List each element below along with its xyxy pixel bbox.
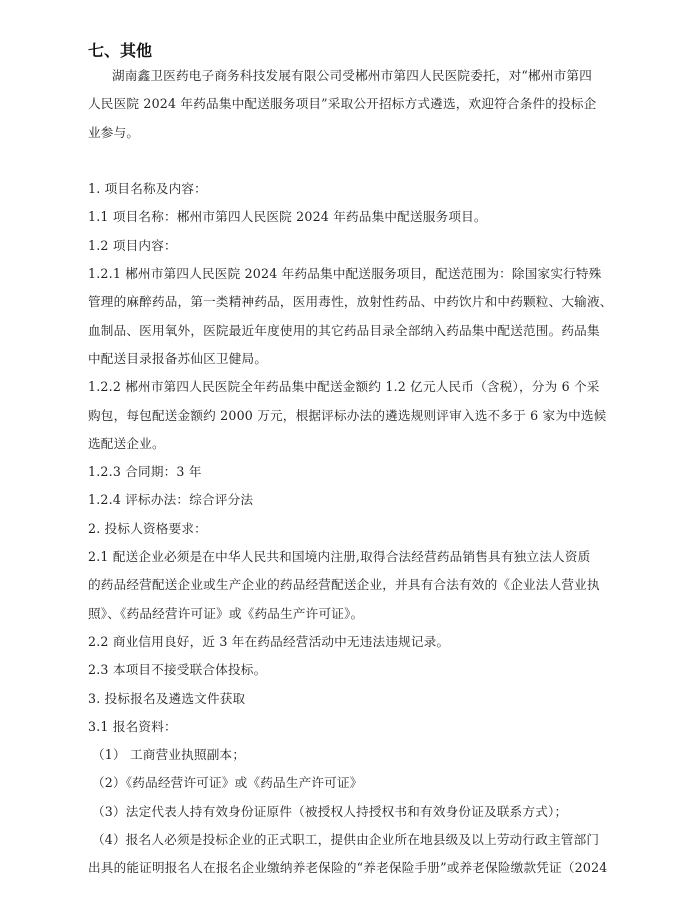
text-line: 血制品、医用氧外，医院最近年度使用的其它药品目录全部纳入药品集中配送范围。药品集 <box>88 322 600 338</box>
text-line: 购包，每包配送金额约 2000 万元，根据评标办法的遴选规则评审入选不多于 6 家为中选候 <box>88 407 607 423</box>
text-line: 1.2.4 评标办法：综合评分法 <box>88 492 254 508</box>
text-line: 1.2.2 郴州市第四人民医院全年药品集中配送金额约 1.2 亿元人民币（含税），分为 6 个采 <box>88 379 600 395</box>
blank-line <box>88 147 648 175</box>
text-line: 3.1 报名资料： <box>88 718 177 734</box>
text-line: 选配送企业。 <box>88 435 165 451</box>
intro-line: 业参与。 <box>88 124 140 140</box>
section-heading: 七、其他 <box>88 41 153 60</box>
section-title: 1. 项目名称及内容： <box>88 181 207 197</box>
text-line: 1.2.3 合同期：3 年 <box>88 464 202 480</box>
list-item: （1） 工商营业执照副本； <box>92 747 246 763</box>
intro-line: 湖南鑫卫医药电子商务科技发展有限公司受郴州市第四人民医院委托，对“郴州市第四 <box>112 68 593 83</box>
list-item: （2）《药品经营许可证》或《药品生产许可证》 <box>92 775 363 791</box>
text-line: 2.2 商业信用良好，近 3 年在药品经营活动中无违法违规记录。 <box>88 633 450 649</box>
text-line: 2.3 本项目不接受联合体投标。 <box>88 662 267 678</box>
document-body <box>88 62 648 883</box>
intro-line: 人民医院 2024 年药品集中配送服务项目”采取公开招标方式遴选，欢迎符合条件的投标企 <box>88 96 597 112</box>
text-line: 出具的能证明报名人在报名企业缴纳养老保险的“养老保险手册”或养老保险缴款凭证（2024 <box>88 860 608 876</box>
section-title: 3. 投标报名及遴选文件获取 <box>88 690 246 706</box>
list-item: （3）法定代表人持有效身份证原件（被授权人持授权书和有效身份证及联系方式）； <box>92 803 568 819</box>
list-item: （4）报名人必须是投标企业的正式职工，提供由企业所在地县级及以上劳动行政主管部门 <box>92 832 600 848</box>
text-line: 1.2 项目内容： <box>88 237 177 253</box>
text-line: 1.1 项目名称：郴州市第四人民医院 2024 年药品集中配送服务项目。 <box>88 209 487 225</box>
text-line: 照》、《药品经营许可证》或《药品生产许可证》。 <box>88 605 364 621</box>
section-title: 2. 投标人资格要求： <box>88 520 207 536</box>
text-line: 管理的麻醉药品，第一类精神药品，医用毒性，放射性药品、中药饮片和中药颗粒、大输液、 <box>88 294 613 310</box>
text-line: 2.1 配送企业必须是在中华人民共和国境内注册,取得合法经营药品销售具有独立法人资质 <box>88 549 591 565</box>
text-line: 1.2.1 郴州市第四人民医院 2024 年药品集中配送服务项目，配送范围为：除国家实行特殊 <box>88 266 602 282</box>
text-line: 中配送目录报备苏仙区卫健局。 <box>88 350 268 366</box>
text-line: 的药品经营配送企业或生产企业的药品经营配送企业，并具有合法有效的《企业法人营业执 <box>88 577 600 593</box>
